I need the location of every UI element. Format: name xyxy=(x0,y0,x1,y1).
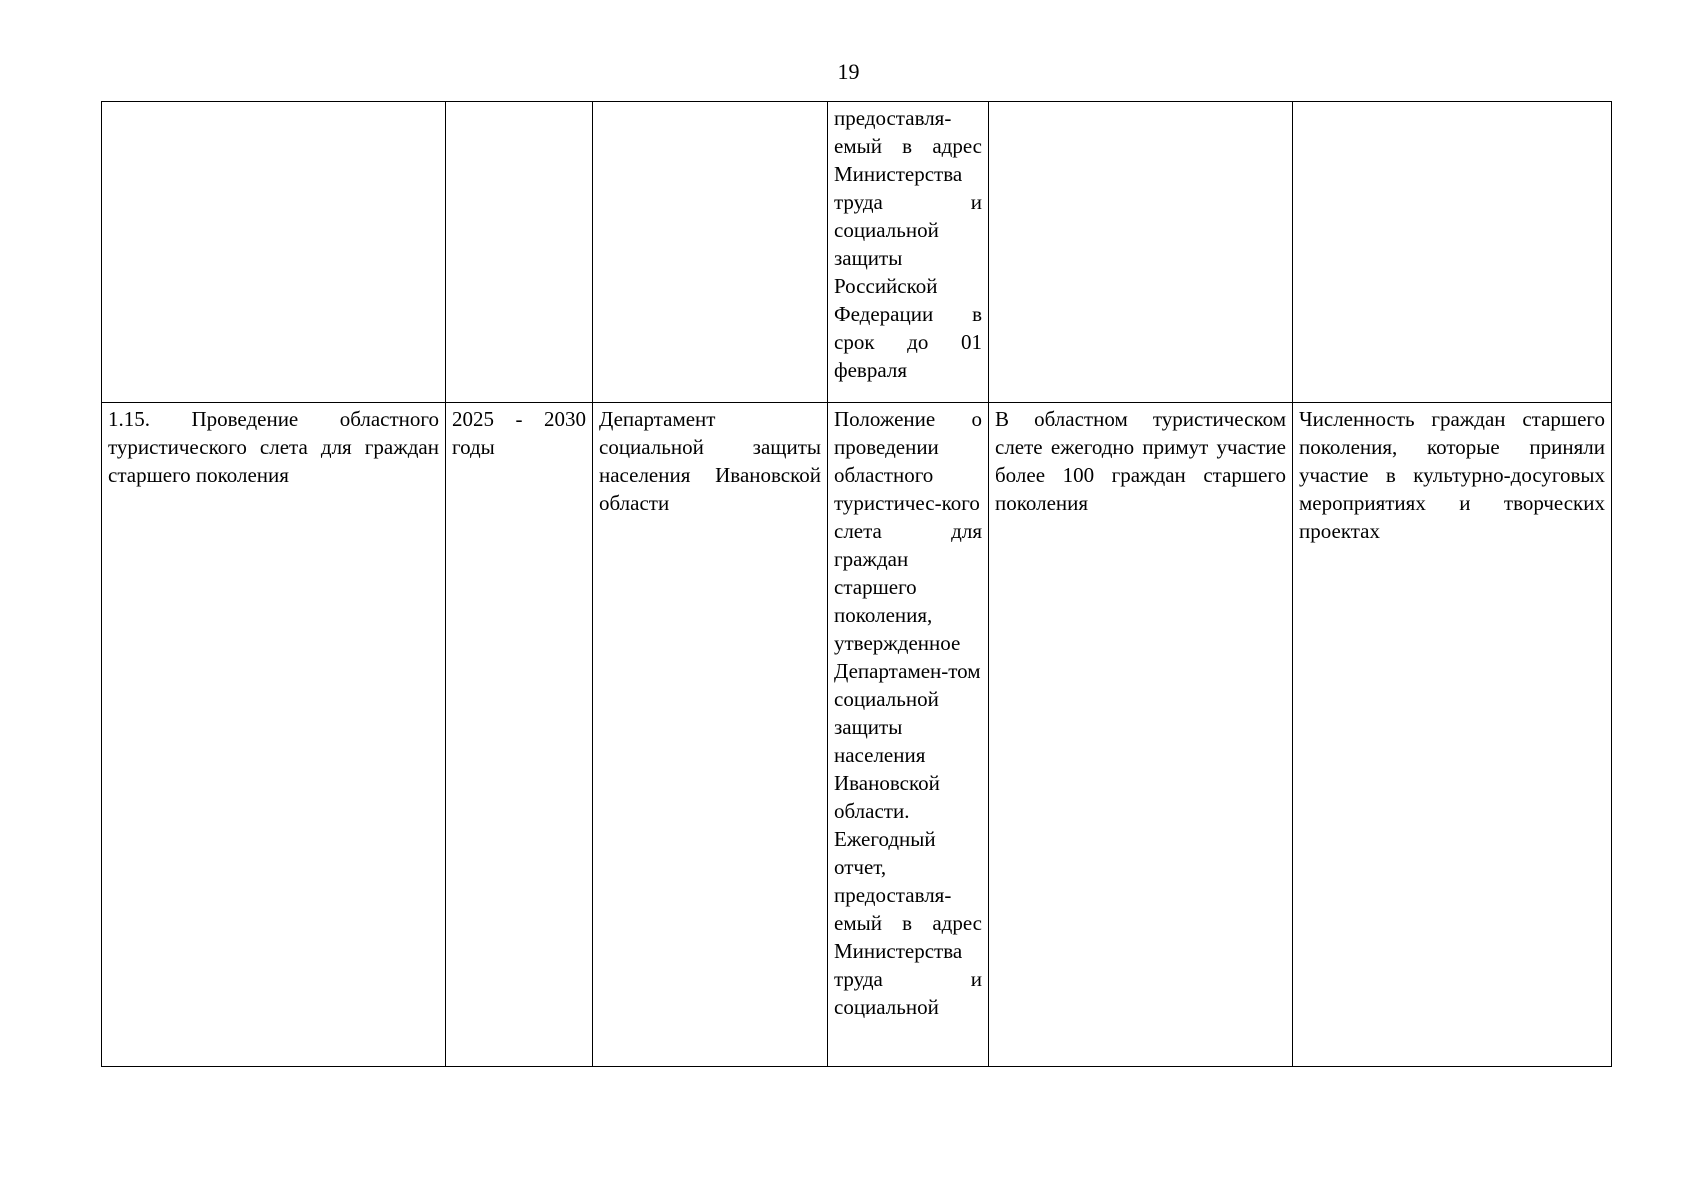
table-row-continuation xyxy=(102,102,1612,403)
cell-document: предоставля-емый в адрес Министерства труда и социальной защиты Российской Федерации в срок до 01 февраля xyxy=(828,102,989,403)
cell-indicator: Численность граждан старшего поколения, которые приняли участие в культурно-досуговых мероприятиях и творческих проектах xyxy=(1293,403,1612,1067)
cell-measure-name xyxy=(102,102,446,403)
measures-table xyxy=(101,101,1612,1067)
cell-executor: Департамент социальной защиты населения Ивановской области xyxy=(593,403,828,1067)
cell-measure-name: 1.15. Проведение областного туристического слета для граждан старшего поколения xyxy=(102,403,446,1067)
cell-result xyxy=(989,102,1293,403)
cell-executor xyxy=(593,102,828,403)
cell-result: В областном туристическом слете ежегодно примут участие более 100 граждан старшего поколения xyxy=(989,403,1293,1067)
cell-document: Положение о проведении областного туристичес-кого слета для граждан старшего поколения, утвержденное Департамен-том социальной защиты населения Ивановской области. Ежегодный отчет, предоставля-емый в адрес Министерства труда и социальной xyxy=(828,403,989,1067)
cell-period: 2025 - 2030 годы xyxy=(446,403,593,1067)
table-row-1-15 xyxy=(102,403,1612,1067)
page-number: 19 xyxy=(837,59,860,84)
cell-period xyxy=(446,102,593,403)
cell-indicator xyxy=(1293,102,1612,403)
